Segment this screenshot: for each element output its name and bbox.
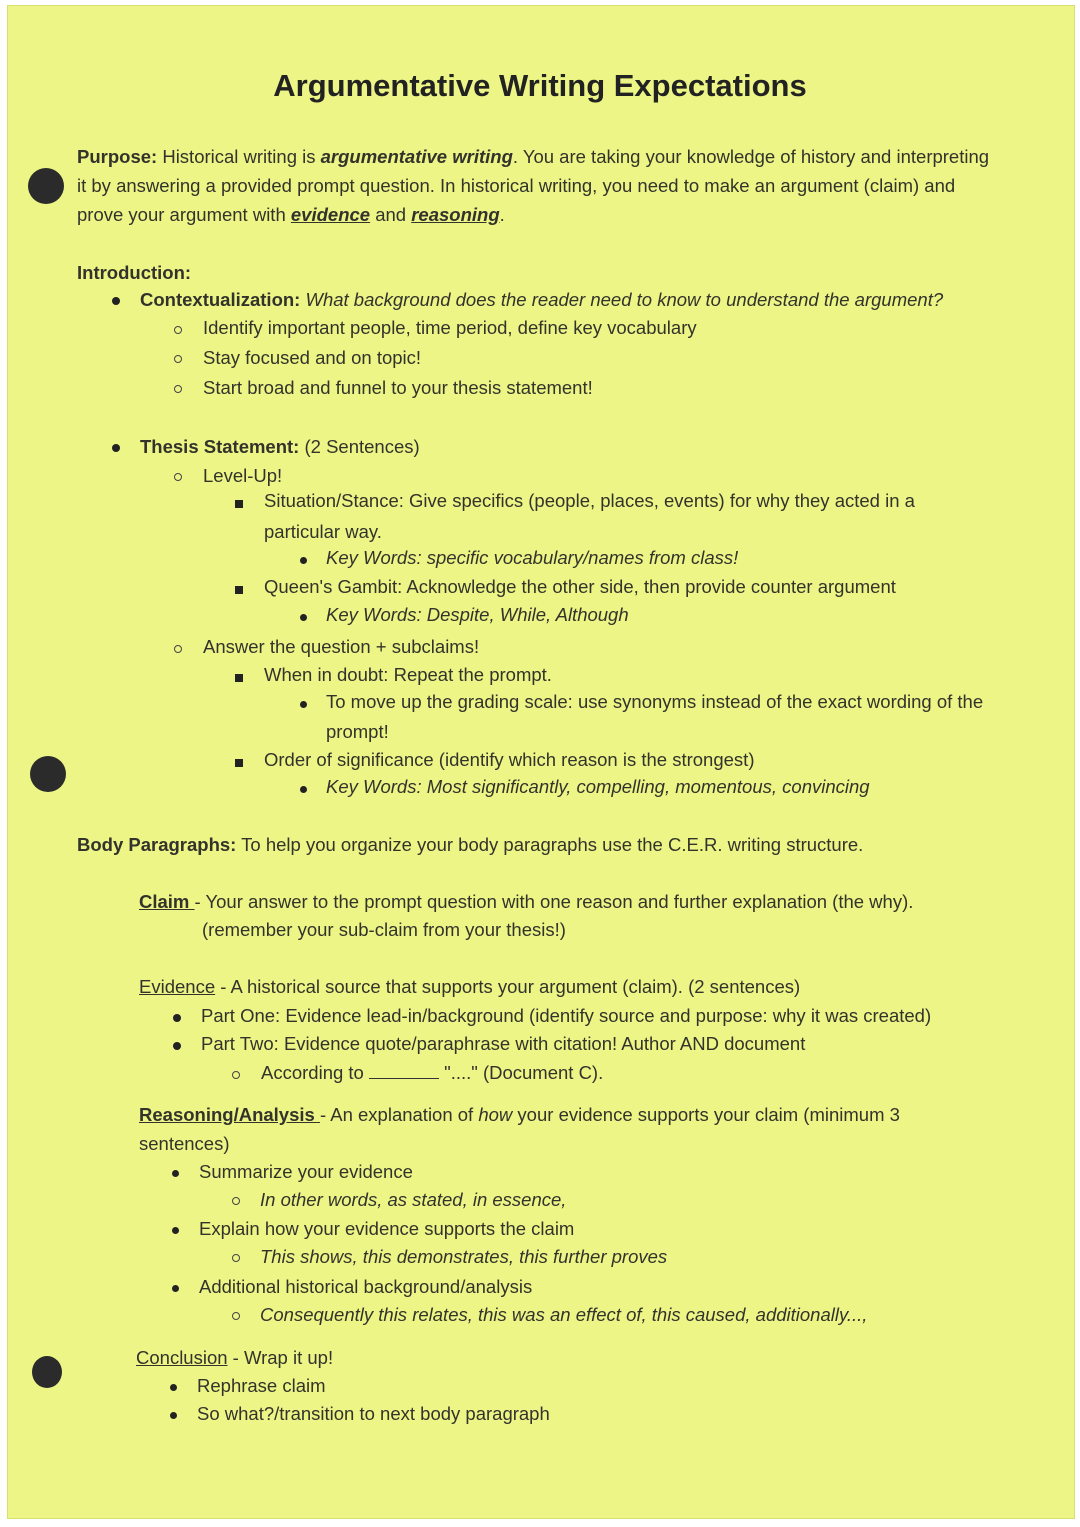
body-paragraphs-label: Body Paragraphs: [77, 834, 237, 855]
order-of-significance: Order of significance (identify which reason is the strongest) [264, 749, 755, 770]
square-bullet-icon [235, 674, 243, 682]
introduction-heading: Introduction: [77, 262, 192, 283]
situation-line-1: Situation/Stance: Give specifics (people, places, events) for why they acted in a [264, 490, 915, 511]
purpose-text: prove your argument with [77, 204, 291, 225]
bullet-icon [170, 1412, 177, 1419]
situation-key-words: Key Words: specific vocabulary/names from class! [326, 547, 739, 568]
bullet-icon [172, 1285, 179, 1292]
reasoning-text: - An explanation of [319, 1104, 479, 1125]
thesis-note: (2 Sentences) [304, 436, 420, 457]
purpose-label: Purpose: [77, 146, 158, 167]
claim-line-2: (remember your sub-claim from your thesis!) [202, 919, 566, 940]
conclusion-item-2: So what?/transition to next body paragraph [197, 1403, 550, 1424]
evidence-item-2: Part Two: Evidence quote/paraphrase with citation! Author AND document [201, 1033, 806, 1054]
explain-evidence: Explain how your evidence supports the claim [199, 1218, 575, 1239]
purpose-text: Historical writing is [162, 146, 321, 167]
circle-bullet-icon [174, 645, 182, 653]
purpose-text: and [370, 204, 412, 225]
square-bullet-icon [235, 586, 243, 594]
summarize-evidence: Summarize your evidence [199, 1161, 413, 1182]
bullet-icon [300, 701, 307, 708]
purpose-line-1 [77, 148, 989, 167]
body-paragraphs-text: To help you organize your body paragraphs use the C.E.R. writing structure. [236, 834, 864, 855]
square-bullet-icon [235, 759, 243, 767]
reasoning-how: how [478, 1104, 513, 1125]
gambit-key-words: Key Words: Despite, While, Although [326, 604, 629, 625]
evidence-item-1: Part One: Evidence lead-in/background (identify source and purpose: why it was created) [201, 1005, 932, 1026]
purpose-line-2: it by answering a provided prompt question. In historical writing, you need to make an argument (claim) and [77, 175, 956, 196]
circle-bullet-icon [174, 355, 182, 363]
claim-line [139, 893, 913, 912]
bullet-icon [112, 444, 120, 452]
bullet-icon [112, 297, 120, 305]
punch-hole-top [28, 168, 64, 204]
circle-bullet-icon [174, 326, 182, 334]
purpose-emphasis: argumentative writing [320, 146, 513, 167]
bullet-icon [173, 1042, 181, 1050]
circle-bullet-icon [232, 1071, 240, 1079]
according-to-citation: "...." (Document C). [438, 1062, 604, 1083]
circle-bullet-icon [232, 1197, 240, 1205]
bullet-icon [172, 1227, 179, 1234]
bullet-icon [172, 1170, 179, 1177]
square-bullet-icon [235, 500, 243, 508]
additional-key-words: Consequently this relates, this was an effect of, this caused, additionally..., [260, 1304, 868, 1325]
synonyms-line-2: prompt! [326, 721, 389, 742]
according-to-line [261, 1064, 603, 1083]
contextualization-label: Contextualization: [140, 289, 301, 310]
order-key-words: Key Words: Most significantly, compelling, momentous, convincing [326, 776, 870, 797]
when-in-doubt: When in doubt: Repeat the prompt. [264, 664, 552, 685]
circle-bullet-icon [232, 1312, 240, 1320]
bullet-icon [170, 1384, 177, 1391]
synonyms-line-1: To move up the grading scale: use synonyms instead of the exact wording of the [326, 691, 984, 712]
queens-gambit: Queen's Gambit: Acknowledge the other side, then provide counter argument [264, 576, 896, 597]
fill-in-blank [369, 1064, 439, 1079]
punch-hole-middle [30, 756, 66, 792]
context-item-1: Identify important people, time period, define key vocabulary [203, 317, 697, 338]
level-up: Level-Up! [203, 465, 283, 486]
evidence-label: Evidence [139, 976, 216, 997]
according-to-text: According to [261, 1062, 369, 1083]
additional-background: Additional historical background/analysis [199, 1276, 533, 1297]
reasoning-line [139, 1106, 900, 1125]
contextualization-question: What background does the reader need to know to understand the argument? [305, 289, 944, 310]
reasoning-term: reasoning [411, 204, 500, 225]
bullet-icon [300, 557, 307, 564]
summarize-key-words: In other words, as stated, in essence, [260, 1189, 567, 1210]
claim-text: - Your answer to the prompt question with one reason and further explanation (the why). [194, 891, 914, 912]
evidence-line [139, 978, 800, 997]
conclusion-label: Conclusion [136, 1347, 228, 1368]
evidence-text: - A historical source that supports your argument (claim). (2 sentences) [215, 976, 801, 997]
circle-bullet-icon [232, 1254, 240, 1262]
contextualization-line [140, 291, 943, 310]
circle-bullet-icon [174, 473, 182, 481]
purpose-text: . You are taking your knowledge of history and interpreting [512, 146, 990, 167]
circle-bullet-icon [174, 385, 182, 393]
reasoning-line-2: sentences) [139, 1133, 230, 1154]
purpose-text: . [499, 204, 505, 225]
answer-question: Answer the question + subclaims! [203, 636, 480, 657]
bullet-icon [300, 786, 307, 793]
thesis-label: Thesis Statement: [140, 436, 300, 457]
explain-key-words: This shows, this demonstrates, this further proves [260, 1246, 668, 1267]
punch-hole-bottom [32, 1356, 62, 1388]
reasoning-text: your evidence supports your claim (minimum 3 [512, 1104, 900, 1125]
bullet-icon [300, 614, 307, 621]
context-item-2: Stay focused and on topic! [203, 347, 422, 368]
body-paragraphs-line [77, 836, 863, 855]
reasoning-label: Reasoning/Analysis [139, 1104, 320, 1125]
claim-label: Claim [139, 891, 195, 912]
evidence-term: evidence [290, 204, 371, 225]
page-title: Argumentative Writing Expectations [273, 68, 807, 103]
context-item-3: Start broad and funnel to your thesis statement! [203, 377, 593, 398]
conclusion-line [136, 1349, 333, 1368]
situation-line-2: particular way. [264, 521, 382, 542]
bullet-icon [173, 1014, 181, 1022]
thesis-line [140, 438, 420, 457]
conclusion-text: - Wrap it up! [227, 1347, 334, 1368]
purpose-line-3 [77, 206, 505, 225]
conclusion-item-1: Rephrase claim [197, 1375, 326, 1396]
